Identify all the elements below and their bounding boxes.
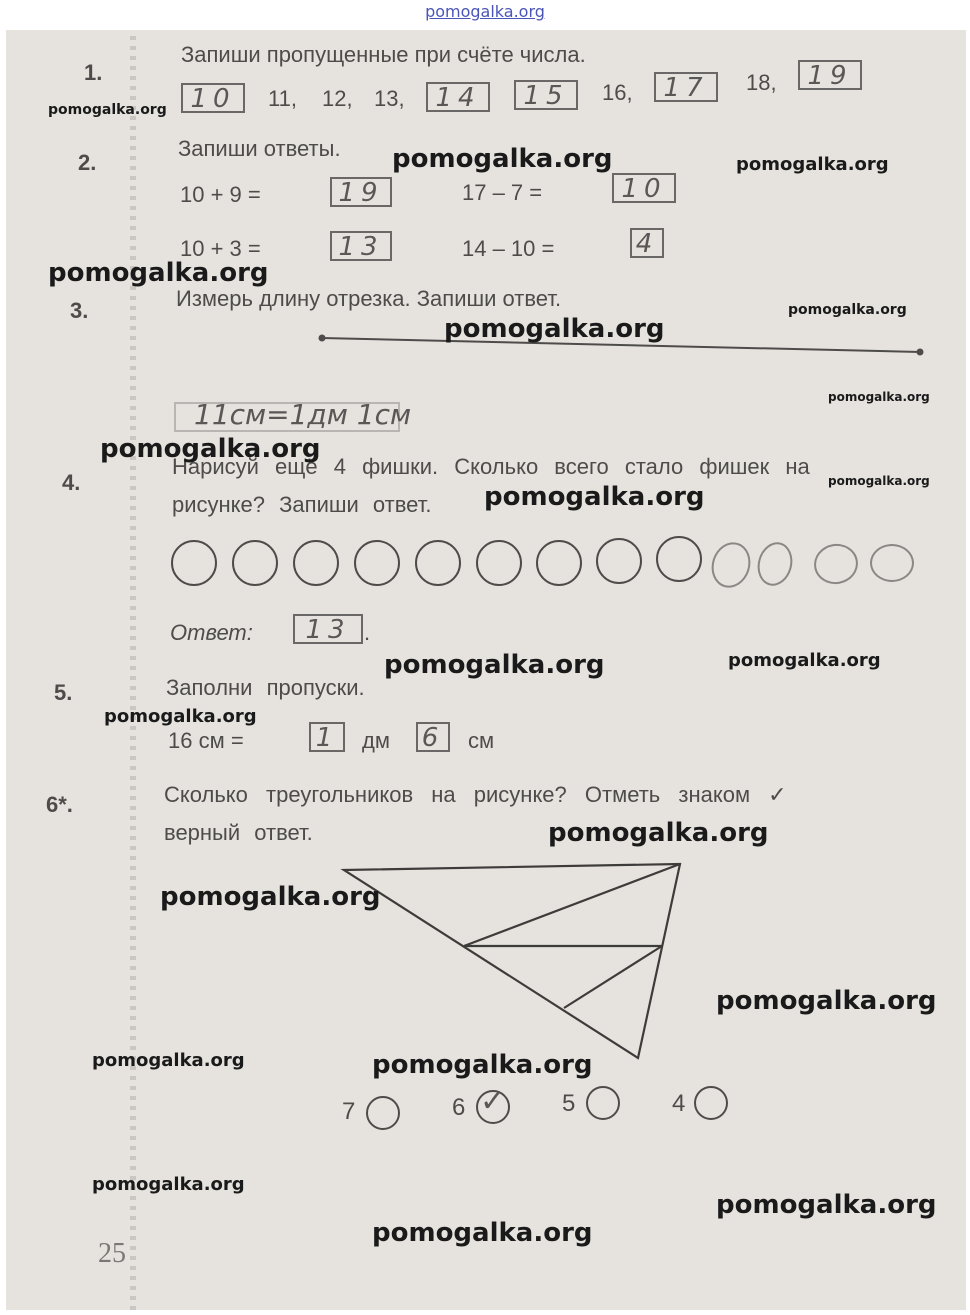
task-3-prompt: Измерь длину отрезка. Запиши ответ.: [176, 286, 562, 311]
task-6-prompt-line-2: верный ответ.: [164, 820, 313, 845]
task-4-prompt-line-2: рисунке? Запиши ответ.: [172, 492, 432, 517]
watermark: pomogalka.org: [160, 882, 381, 912]
task-2-answer-3[interactable]: 13: [330, 231, 392, 261]
task-2-equation-1: 10 + 9 =: [180, 182, 261, 207]
watermark: pomogalka.org: [392, 144, 613, 174]
task-2-number: 2.: [78, 150, 97, 175]
option-label-4: 4: [672, 1090, 686, 1117]
task-2-equation-4: 14 – 10 =: [462, 236, 555, 261]
task-2-prompt: Запиши ответы.: [178, 136, 341, 161]
workbook-page: [6, 30, 966, 1310]
task-4-prompt-line-1: Нарисуй ещё 4 фишки. Сколько всего стало фишек на: [172, 454, 810, 479]
watermark: pomogalka.org: [104, 706, 257, 727]
task-5-lhs: 16 см =: [168, 728, 244, 753]
task-2-equation-3: 10 + 3 =: [180, 236, 261, 261]
drawn-chip-2: [753, 538, 797, 589]
watermark: pomogalka.org: [444, 314, 665, 344]
check-mark-icon: ✓: [480, 1084, 506, 1119]
task-2-answer-1[interactable]: 19: [330, 177, 392, 207]
watermark: pomogalka.org: [372, 1218, 593, 1248]
chip-8: [596, 538, 642, 584]
watermark: pomogalka.org: [92, 1050, 245, 1071]
watermark: pomogalka.org: [48, 102, 167, 118]
drawn-chip-4: [870, 544, 914, 582]
task-5-number: 5.: [54, 680, 73, 705]
watermark: pomogalka.org: [384, 650, 605, 680]
triangles-figure: [336, 856, 696, 1066]
chip-1: [171, 540, 217, 586]
page-number: 25: [98, 1238, 126, 1269]
task-4-answer-period: .: [364, 620, 371, 645]
watermark: pomogalka.org: [736, 154, 889, 175]
watermark: pomogalka.org: [716, 1190, 937, 1220]
option-circle-4[interactable]: [694, 1086, 728, 1120]
task-3-number: 3.: [70, 298, 89, 323]
task-2-answer-4[interactable]: 4: [630, 228, 664, 258]
task-1-prompt: Запиши пропущенные при счёте числа.: [181, 42, 586, 67]
option-label-7: 7: [342, 1098, 356, 1125]
watermark: pomogalka.org: [788, 302, 907, 318]
task-5-dm-box[interactable]: 1: [309, 722, 345, 752]
task-1-given-2: 12,: [322, 86, 353, 111]
watermark: pomogalka.org: [716, 986, 937, 1016]
watermark: pomogalka.org: [728, 650, 881, 671]
watermark: pomogalka.org: [548, 818, 769, 848]
task-5-cm-box[interactable]: 6: [416, 722, 450, 752]
option-label-6: 6: [452, 1094, 466, 1121]
task-1-answer-box-1[interactable]: 10: [181, 83, 245, 113]
task-1-answer-box-2[interactable]: 14: [426, 82, 490, 112]
chip-9: [656, 536, 702, 582]
top-site-link[interactable]: pomogalka.org: [425, 2, 545, 21]
chip-5: [415, 540, 461, 586]
task-4-answer-label: Ответ:: [170, 620, 253, 645]
watermark: pomogalka.org: [828, 474, 930, 488]
task-4-number: 4.: [62, 470, 81, 495]
watermark: pomogalka.org: [484, 482, 705, 512]
task-2-answer-2[interactable]: 10: [612, 173, 676, 203]
task-4-answer-box[interactable]: 13: [293, 614, 363, 644]
watermark: pomogalka.org: [100, 434, 321, 464]
drawn-chip-1: [706, 537, 756, 592]
task-5-prompt: Заполни пропуски.: [166, 675, 365, 700]
task-2-equation-2: 17 – 7 =: [462, 180, 543, 205]
task-1-given-3: 13,: [374, 86, 405, 111]
task-1-given-4: 16,: [602, 80, 633, 105]
task-1-given-1: 11,: [268, 86, 297, 111]
task-1-answer-box-5[interactable]: 19: [798, 60, 862, 90]
margin-dotted-line: [130, 30, 136, 1310]
watermark: pomogalka.org: [372, 1050, 593, 1080]
chip-2: [232, 540, 278, 586]
watermark: pomogalka.org: [48, 258, 269, 288]
task-6-prompt-line-1: Сколько треугольников на рисунке? Отметь знаком ✓: [164, 782, 787, 807]
option-label-5: 5: [562, 1090, 576, 1117]
watermark: pomogalka.org: [828, 390, 930, 404]
chip-6: [476, 540, 522, 586]
task-1-given-5: 18,: [746, 70, 777, 95]
task-5-unit-cm: см: [468, 728, 495, 753]
watermark: pomogalka.org: [92, 1174, 245, 1195]
chip-4: [354, 540, 400, 586]
task-1-number: 1.: [84, 60, 103, 85]
chip-3: [293, 540, 339, 586]
option-circle-7[interactable]: [366, 1096, 400, 1130]
task-5-unit-dm: дм: [362, 728, 390, 753]
drawn-chip-3: [811, 540, 861, 587]
chip-7: [536, 540, 582, 586]
task-6-number: 6*.: [46, 792, 73, 817]
task-3-answer-text: 11см=1дм 1см: [194, 398, 412, 431]
task-1-answer-box-3[interactable]: 15: [514, 80, 578, 110]
option-circle-5[interactable]: [586, 1086, 620, 1120]
task-1-answer-box-4[interactable]: 17: [654, 72, 718, 102]
